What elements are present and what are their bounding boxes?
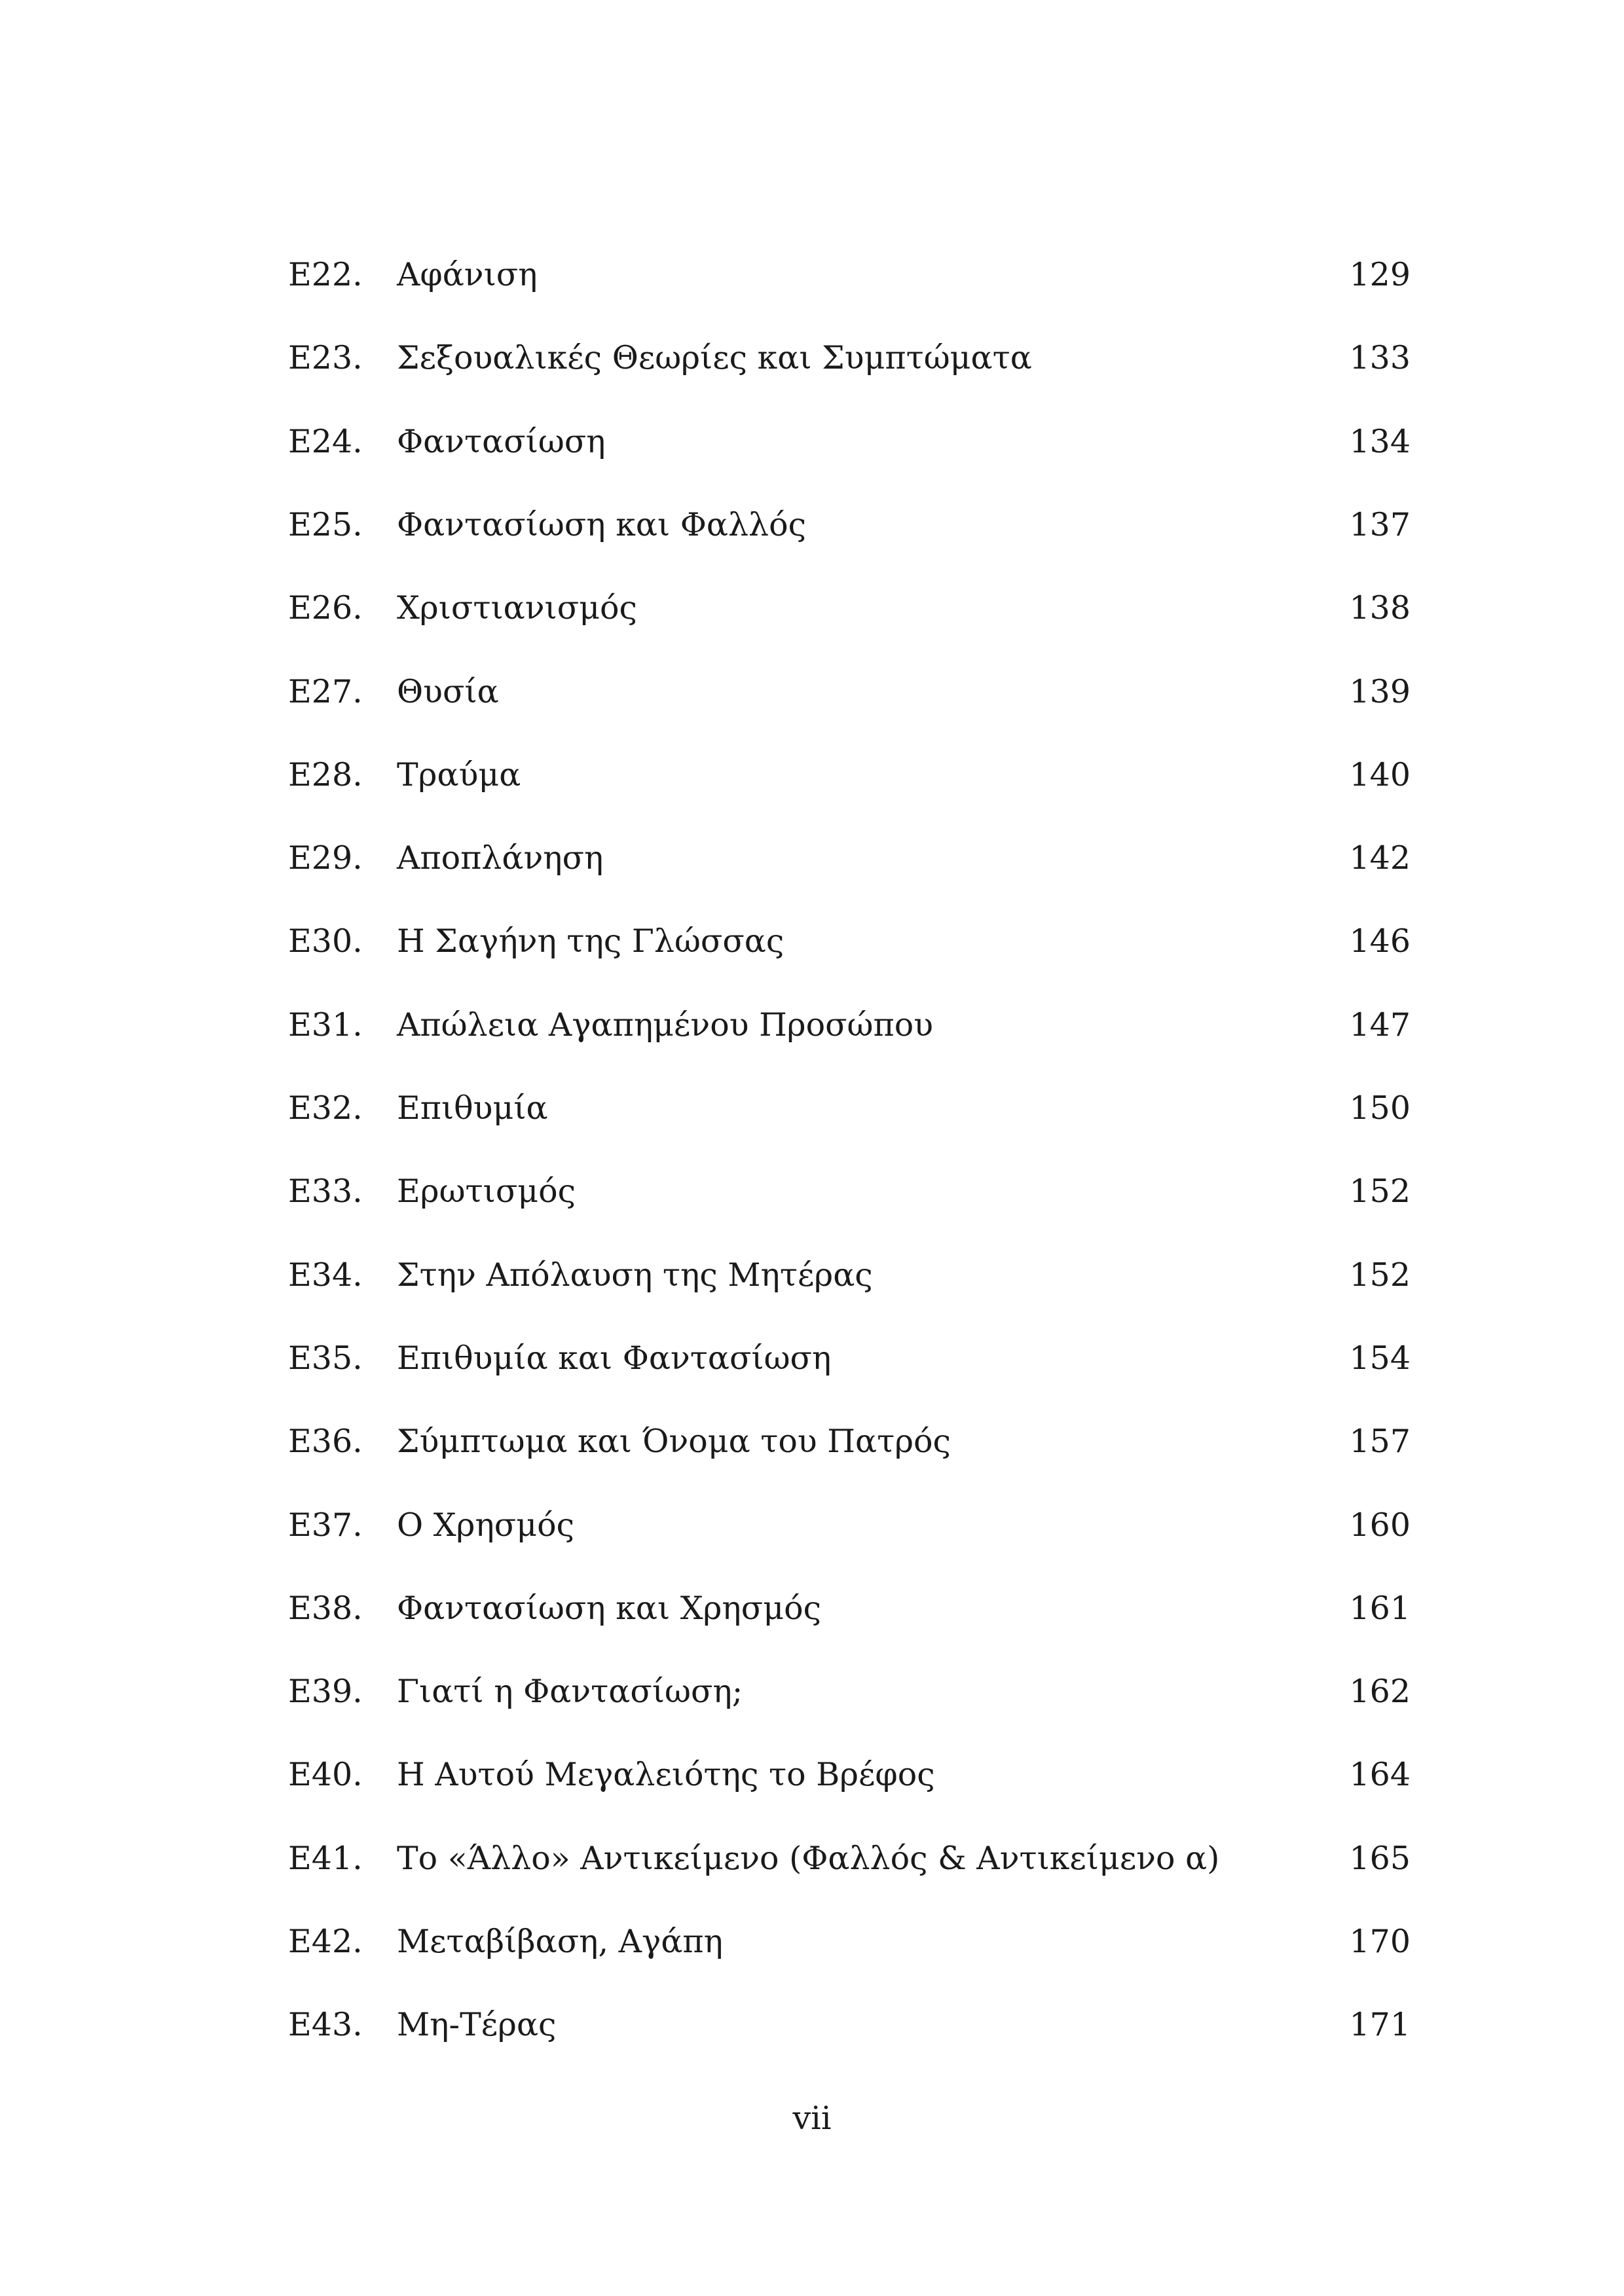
toc-entry (0, 332, 1624, 384)
toc-entry-code: E32. (288, 1089, 363, 1127)
toc-entry-title: Επιθυμία (397, 1089, 548, 1127)
toc-entry-code: E23. (288, 339, 363, 376)
toc-entry (0, 1499, 1624, 1552)
toc-entry (0, 915, 1624, 968)
toc-entry (0, 416, 1624, 468)
toc-entry-code: E41. (288, 1840, 363, 1877)
toc-entry-page-number: 137 (1349, 506, 1411, 543)
toc-entry-code: E38. (288, 1590, 363, 1627)
toc-entry-page-number: 150 (1349, 1089, 1411, 1127)
toc-entry-title: Τραύμα (397, 756, 521, 793)
toc-entry-title: Αφάνιση (397, 256, 538, 293)
toc-entry (0, 1916, 1624, 1968)
toc-entry-title: Φαντασίωση και Χρησμός (397, 1590, 822, 1627)
toc-entry-code: E28. (288, 756, 363, 793)
toc-entry-page-number: 165 (1349, 1840, 1411, 1877)
toc-entry-title: Χριστιανισμός (397, 589, 637, 627)
toc-entry-page-number: 140 (1349, 756, 1411, 793)
toc-entry-code: E29. (288, 839, 363, 877)
toc-entry (0, 1249, 1624, 1302)
toc-entry-title: Μεταβίβαση, Αγάπη (397, 1923, 723, 1960)
toc-entry (0, 1749, 1624, 1801)
toc-entry-page-number: 133 (1349, 339, 1411, 376)
toc-entry (0, 1832, 1624, 1885)
toc-entry-title: Επιθυμία και Φαντασίωση (397, 1339, 832, 1377)
page-number-footer: vii (792, 2100, 832, 2137)
toc-entry-title: Σύμπτωμα και Όνομα του Πατρός (397, 1423, 951, 1460)
toc-entry-page-number: 154 (1349, 1339, 1411, 1377)
toc-entry (0, 582, 1624, 634)
toc-entry-page-number: 134 (1349, 423, 1411, 460)
toc-entry-code: E37. (288, 1506, 363, 1544)
toc-entry-page-number: 157 (1349, 1423, 1411, 1460)
toc-entry (0, 1999, 1624, 2051)
toc-entry-page-number: 170 (1349, 1923, 1411, 1960)
toc-entry-page-number: 164 (1349, 1756, 1411, 1793)
toc-entry (0, 1165, 1624, 1218)
toc-entry-code: E27. (288, 673, 363, 710)
toc-entry-page-number: 152 (1349, 1256, 1411, 1294)
toc-entry-title: Ο Χρησμός (397, 1506, 575, 1544)
toc-entry-page-number: 139 (1349, 673, 1411, 710)
toc-entry-title: Ερωτισμός (397, 1173, 576, 1210)
toc-entry-code: E33. (288, 1173, 363, 1210)
toc-entry-page-number: 160 (1349, 1506, 1411, 1544)
toc-entry (0, 832, 1624, 884)
toc-entry-page-number: 162 (1349, 1673, 1411, 1710)
toc-entry-page-number: 161 (1349, 1590, 1411, 1627)
toc-entry-page-number: 129 (1349, 256, 1411, 293)
toc-entry (0, 749, 1624, 801)
toc-entry-code: E31. (288, 1006, 363, 1044)
toc-entry-code: E43. (288, 2006, 363, 2043)
toc-entry-title: Σεξουαλικές Θεωρίες και Συμπτώματα (397, 339, 1032, 376)
toc-entry (0, 1415, 1624, 1468)
toc-entry-code: E26. (288, 589, 363, 627)
toc-entry-code: E24. (288, 423, 363, 460)
toc-entry-title: Φαντασίωση και Φαλλός (397, 506, 807, 543)
toc-entry-code: E36. (288, 1423, 363, 1460)
toc-entry-code: E42. (288, 1923, 363, 1960)
toc-entry-title: Φαντασίωση (397, 423, 606, 460)
toc-entry (0, 1332, 1624, 1385)
toc-entry-title: Το «Άλλο» Αντικείμενο (Φαλλός & Αντικείμενο α) (397, 1840, 1220, 1877)
toc-entry-page-number: 152 (1349, 1173, 1411, 1210)
toc-entry (0, 249, 1624, 301)
toc-entry-title: Θυσία (397, 673, 499, 710)
toc-entry (0, 1666, 1624, 1718)
toc-entry-title: Γιατί η Φαντασίωση; (397, 1673, 743, 1710)
toc-entry-page-number: 147 (1349, 1006, 1411, 1044)
toc-entry (0, 1582, 1624, 1635)
toc-entry-title: Μη-Τέρας (397, 2006, 557, 2043)
toc-entry-page-number: 138 (1349, 589, 1411, 627)
toc-entry (0, 499, 1624, 551)
toc-entry (0, 1082, 1624, 1135)
toc-entry-page-number: 142 (1349, 839, 1411, 877)
toc-entry-code: E25. (288, 506, 363, 543)
toc-entry-page-number: 146 (1349, 922, 1411, 960)
toc-entry-code: E40. (288, 1756, 363, 1793)
toc-entry-title: Αποπλάνηση (397, 839, 604, 877)
toc-entry-page-number: 171 (1349, 2006, 1411, 2043)
toc-entry (0, 666, 1624, 718)
toc-entry-code: E39. (288, 1673, 363, 1710)
toc-entry-code: E22. (288, 256, 363, 293)
toc-entry-title: Απώλεια Αγαπημένου Προσώπου (397, 1006, 934, 1044)
toc-entry-code: E35. (288, 1339, 363, 1377)
toc-entry-code: E30. (288, 922, 363, 960)
toc-entry (0, 999, 1624, 1051)
toc-entry-code: E34. (288, 1256, 363, 1294)
toc-entry-title: Στην Απόλαυση της Μητέρας (397, 1256, 873, 1294)
toc-entry-title: Η Σαγήνη της Γλώσσας (397, 922, 784, 960)
toc-entry-title: Η Αυτού Μεγαλειότης το Βρέφος (397, 1756, 935, 1793)
